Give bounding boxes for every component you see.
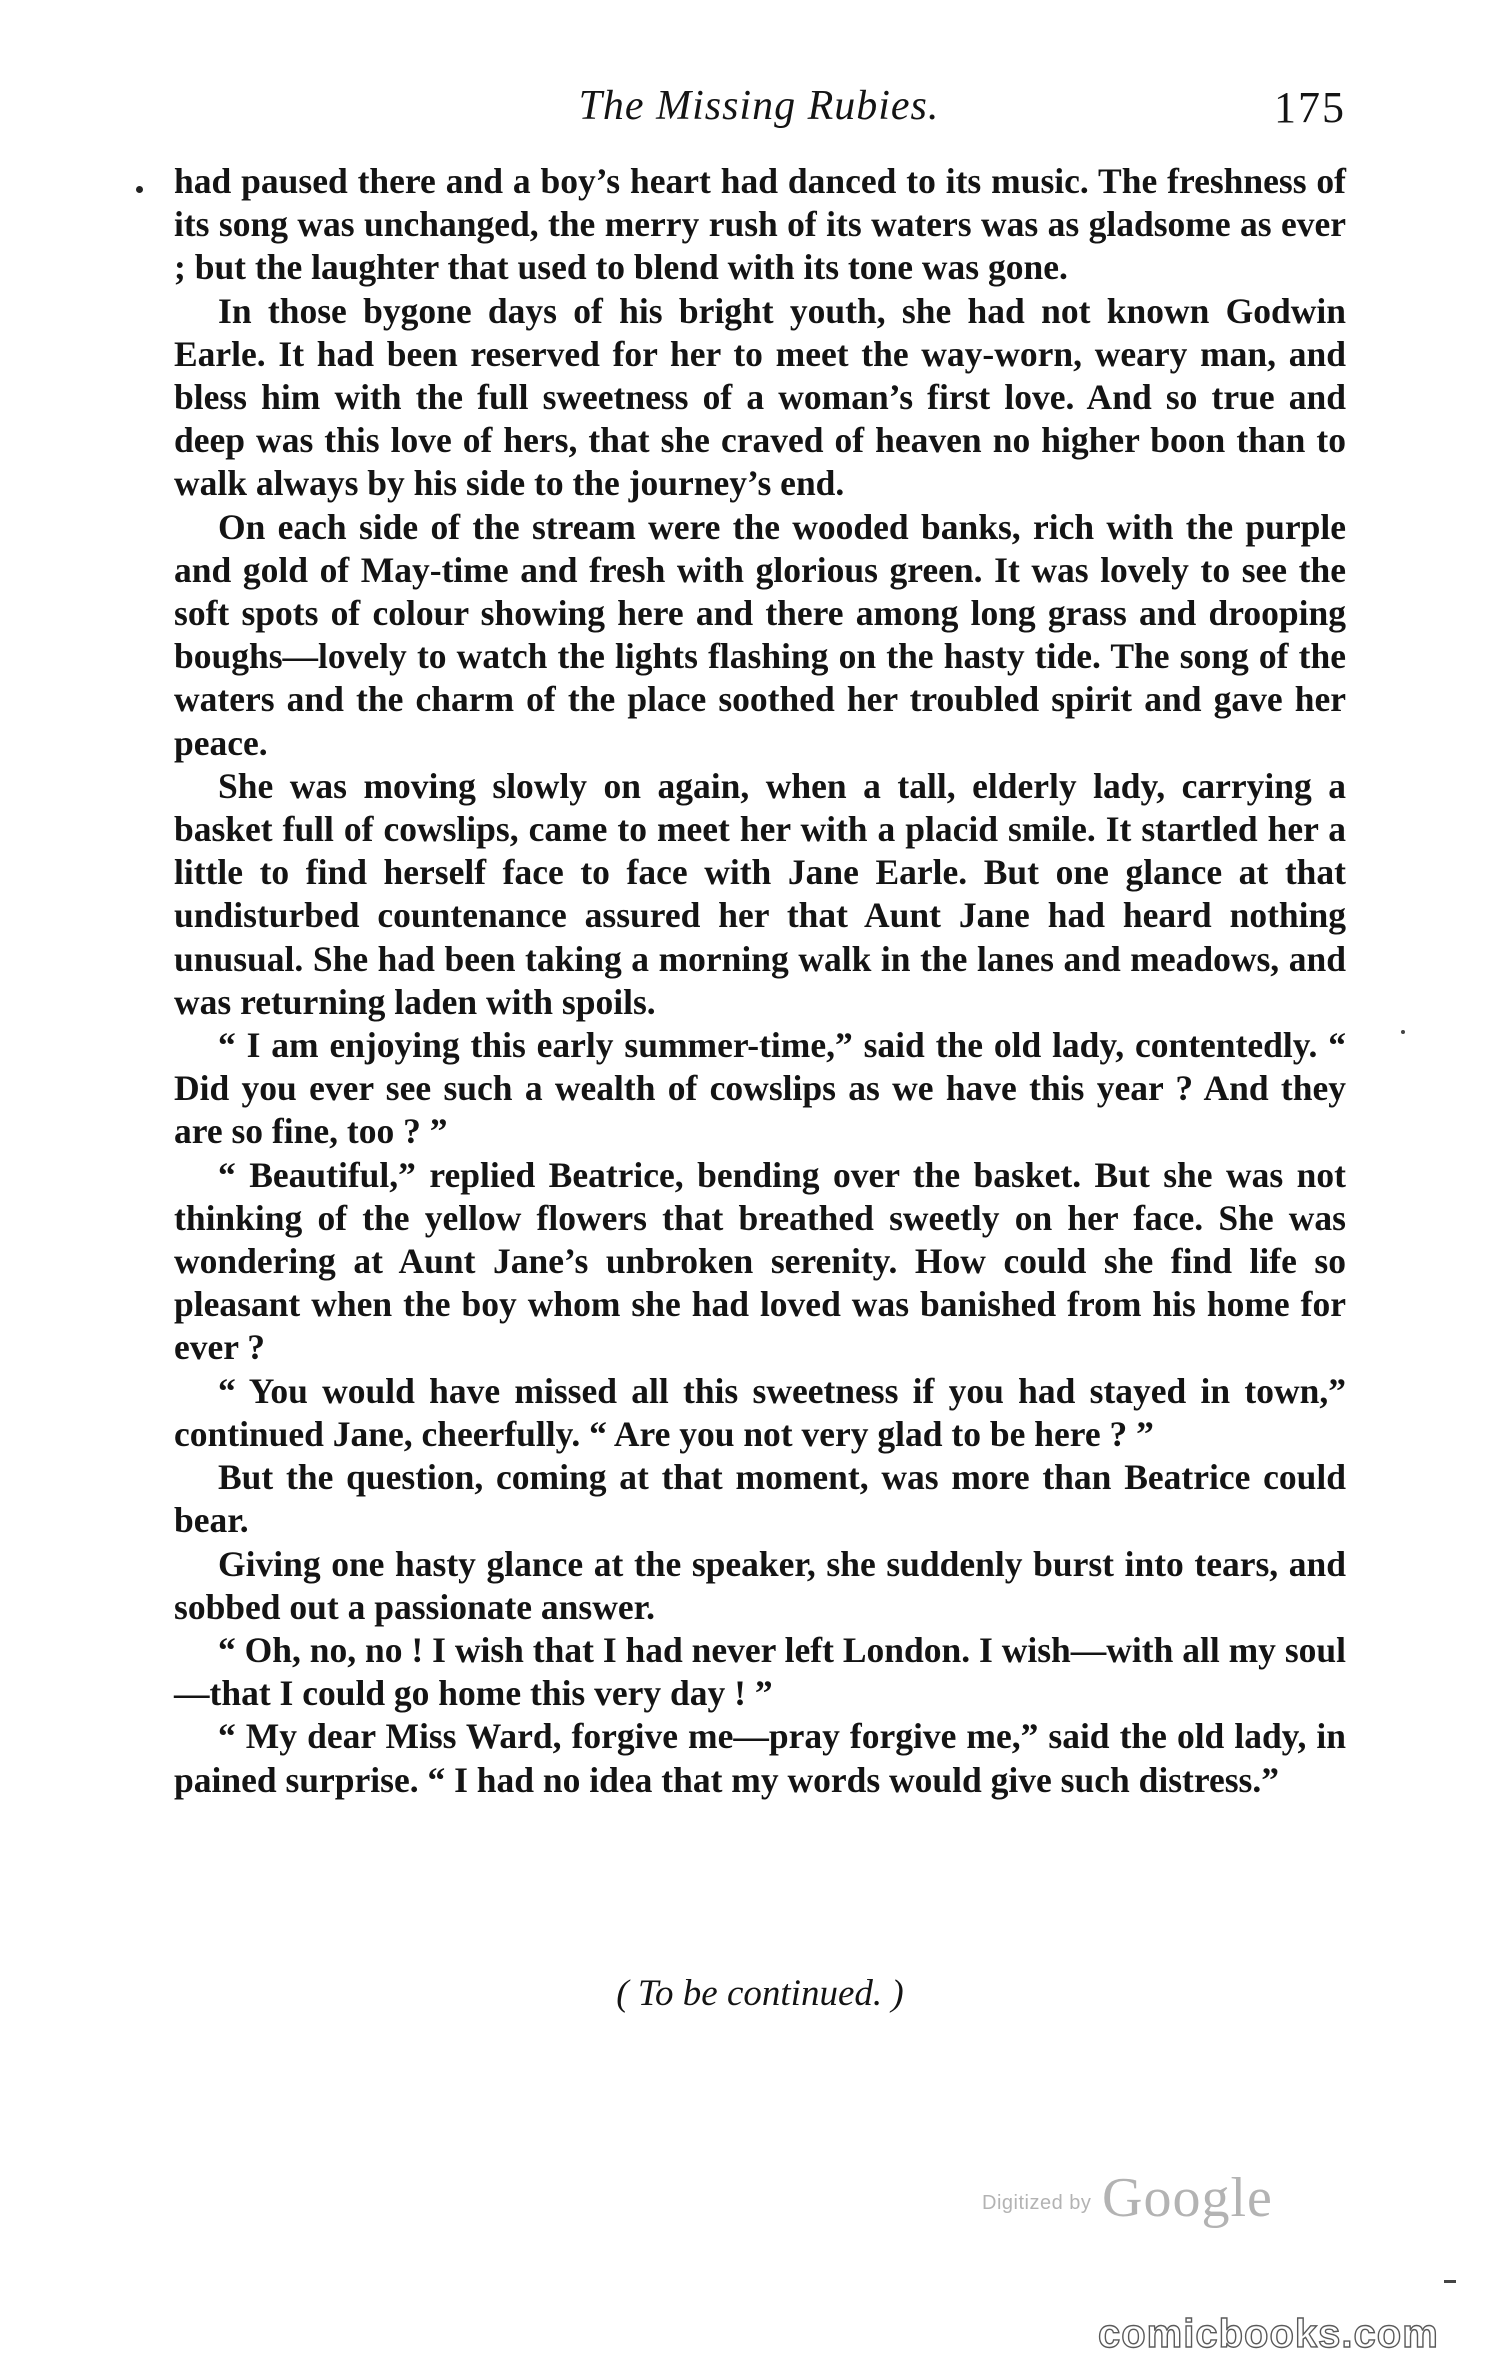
paragraph: On each side of the stream were the wooded banks, rich with the purple and gold of May-time and fresh with glorious green. It was lovely to see the soft spots of colour showing here and there among long grass and drooping boughs—lovely to watch the lights flashing on the hasty tide. The song of the waters and the charm of the place soothed her troubled spirit and gave her peace. (174, 506, 1346, 763)
paragraph: “ My dear Miss Ward, forgive me—pray forgive me,” said the old lady, in pained surprise. “ I had no idea that my words would give such distress.” (174, 1716, 1346, 1800)
body-text (174, 160, 1346, 1802)
to-be-continued: ( To be continued. ) (616, 1973, 904, 2014)
edge-mark (1444, 2280, 1456, 2283)
paragraph: In those bygone days of his bright youth, she had not known Godwin Earle. It had been reserved for her to meet the way-worn, weary man, and bless him with the full sweetness of a woman’s first love. And so true and deep was this love of hers, that she craved of heaven no higher boon than to walk always by his side to the journey’s end. (174, 290, 1346, 504)
paragraph: Giving one hasty glance at the speaker, she suddenly burst into tears, and sobbed out a passionate answer. (174, 1543, 1346, 1627)
digitized-by-google-mark (982, 2166, 1302, 2236)
paragraph: “ I am enjoying this early summer-time,” said the old lady, contentedly. “ Did you ever see such a wealth of cowslips as we have this year ? And they are so fine, too ? ” (174, 1025, 1346, 1152)
running-head: The Missing Rubies. (578, 83, 940, 129)
paragraph: had paused there and a boy’s heart had danced to its music. The freshness of its song was unchanged, the merry rush of its waters was as gladsome as ever ; but the laughter that used to blend with its tone was gone. (174, 161, 1346, 288)
paragraph: “ Oh, no, no ! I wish that I had never left London. I wish—with all my soul—that I could go home this very day ! ” (174, 1629, 1346, 1714)
stray-dot (1401, 1030, 1405, 1034)
page-number: 175 (1274, 83, 1346, 132)
digitized-prefix: Digitized by (982, 2192, 1092, 2214)
google-logo: Google (1102, 2167, 1273, 2229)
paragraph: “ Beautiful,” replied Beatrice, bending over the basket. But she was not thinking of the yellow flowers that breathed sweetly on her face. She was wondering at Aunt Jane’s unbroken serenity. How could she find life so pleasant when the boy whom she had loved was banished from his home for ever ? (174, 1154, 1346, 1368)
stray-mark (136, 186, 143, 193)
paragraph: She was moving slowly on again, when a tall, elderly lady, carrying a basket full of cowslips, came to meet her with a placid smile. It startled her a little to find herself face to face with Jane Earle. But one glance at that undisturbed countenance assured her that Aunt Jane had heard nothing unusual. She had been taking a morning walk in the lanes and meadows, and was returning laden with spoils. (174, 765, 1346, 1022)
watermark: comicbooks.com (1098, 2312, 1439, 2356)
paragraph: But the question, coming at that moment, was more than Beatrice could bear. (174, 1457, 1346, 1541)
page-header (172, 82, 1346, 142)
paragraph: “ You would have missed all this sweetness if you had stayed in town,” continued Jane, cheerfully. “ Are you not very glad to be here ? ” (174, 1370, 1346, 1454)
